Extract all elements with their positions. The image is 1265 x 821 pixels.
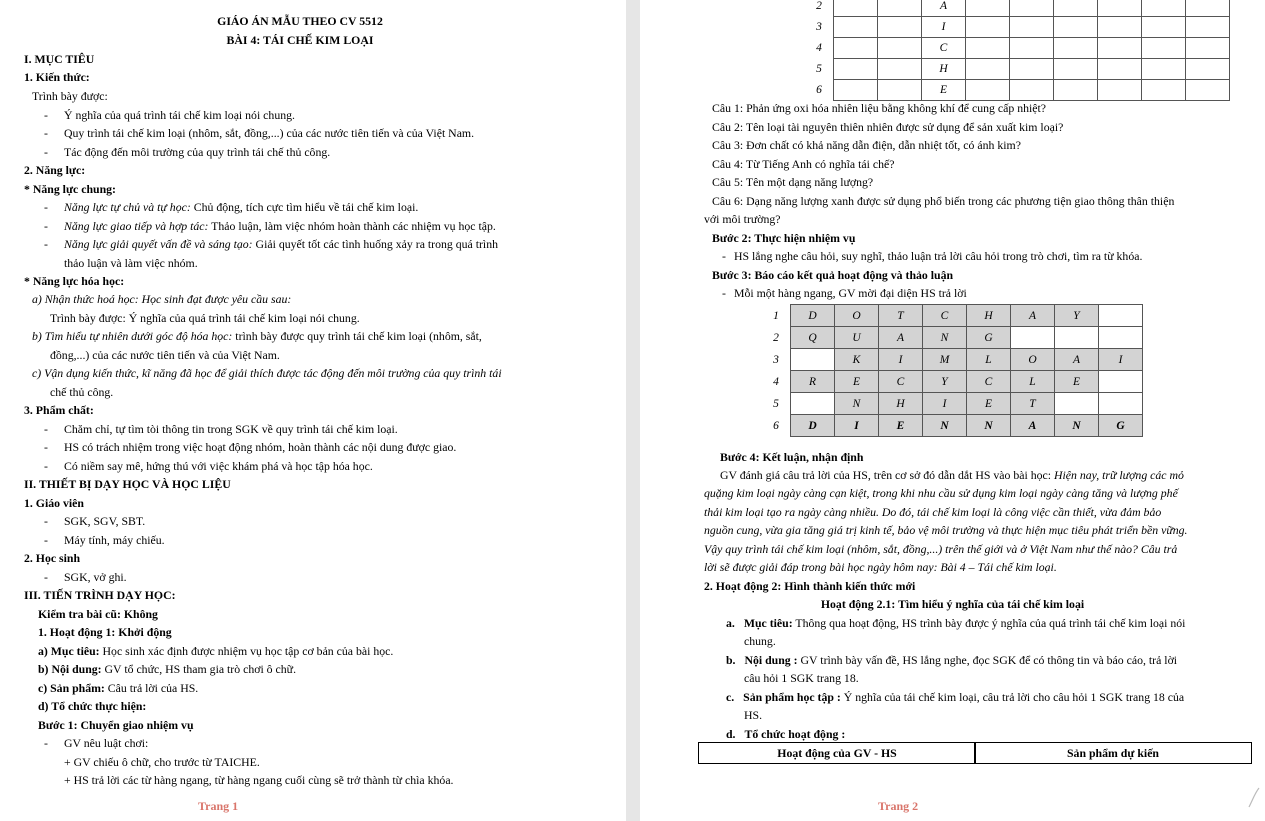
heading: * Năng lực chung:: [24, 182, 116, 196]
grid-cell: [1098, 38, 1142, 59]
table-header-label: Hoạt động của GV - HS: [777, 746, 897, 760]
question: với môi trường?: [704, 212, 781, 226]
grid-cell: [878, 80, 922, 101]
grid-cell: H: [879, 393, 923, 415]
grid-cell: [966, 59, 1010, 80]
row-number: 1: [773, 309, 779, 322]
bullet-item: - Ý nghĩa của quá trình tái chế kim loại nói chung.: [44, 108, 295, 122]
heading: Bước 3: Báo cáo kết quả hoạt động và thảo luận: [712, 268, 954, 282]
grid-cell: [1054, 80, 1098, 101]
grid-cell: U: [835, 327, 879, 349]
list-item: c. Sản phẩm học tập : Ý nghĩa của tái chế kim loại, câu trả lời cho câu hỏi 1 SGK trang 18 của: [726, 690, 1185, 704]
text-line: + HS trả lời các từ hàng ngang, từ hàng ngang cuối cùng sẽ trở thành từ chìa khóa.: [64, 773, 454, 787]
grid-row: [762, 349, 1143, 371]
grid-cell: [1054, 38, 1098, 59]
grid-cell: [966, 0, 1010, 17]
bullet-item: - HS lắng nghe câu hỏi, suy nghĩ, thảo luận trả lời câu hỏi trong trò chơi, tìm ra từ khóa.: [722, 249, 1143, 263]
grid-cell: C: [922, 38, 966, 59]
bullet-item: - GV nêu luật chơi:: [44, 736, 149, 750]
heading: 1. Kiến thức:: [24, 70, 90, 84]
grid-cell: L: [967, 349, 1011, 371]
page-2: [640, 0, 1265, 821]
heading: Bước 2: Thực hiện nhiệm vụ: [712, 231, 856, 245]
grid-cell: [878, 38, 922, 59]
text-line: a) Mục tiêu: Học sinh xác định được nhiệm vụ học tập cơ bản của bài học.: [38, 644, 394, 658]
heading: 1. Giáo viên: [24, 496, 84, 510]
grid-cell: [1010, 59, 1054, 80]
grid-row: [805, 80, 1230, 101]
crossword-grid-top: [805, 0, 1230, 101]
grid-cell: I: [922, 17, 966, 38]
text-line: c) Vận dụng kiến thức, kĩ năng đã học để giải thích được tác động đến môi trường của quy trình tái: [32, 366, 502, 380]
bullet-item: - Năng lực giao tiếp và hợp tác: Thảo luận, làm việc nhóm hoàn thành các nhiệm vụ học tập.: [44, 219, 496, 233]
grid-cell: [1010, 17, 1054, 38]
bullet-item: - Quy trình tái chế kim loại (nhôm, sắt, đồng,...) của các nước tiên tiến và của Việt Nam.: [44, 126, 475, 140]
heading: 1. Hoạt động 1: Khởi động: [38, 625, 172, 639]
grid-cell: [1098, 80, 1142, 101]
grid-cell: N: [923, 415, 967, 437]
grid-cell: [1054, 59, 1098, 80]
text-line: quặng kim loại ngày càng cạn kiệt, trong khi nhu cầu sử dụng kim loại ngày càng tăng và lượng phế: [704, 486, 1178, 500]
row-number: 2: [773, 331, 779, 344]
text-line: thảo luận và làm việc nhóm.: [64, 256, 198, 270]
grid-cell: E: [835, 371, 879, 393]
row-number: 4: [816, 42, 822, 54]
text-line: Trình bày được:: [32, 89, 108, 103]
grid-cell: H: [922, 59, 966, 80]
grid-cell: [791, 349, 835, 371]
question: Câu 2: Tên loại tài nguyên thiên nhiên được sử dụng để sản xuất kim loại?: [712, 120, 1064, 134]
heading: II. THIẾT BỊ DẠY HỌC VÀ HỌC LIỆU: [24, 477, 231, 491]
grid-cell: [1142, 80, 1186, 101]
grid-cell: I: [1099, 349, 1143, 371]
grid-cell: [1186, 59, 1230, 80]
grid-cell: [834, 17, 878, 38]
text-line: chế thủ công.: [50, 385, 114, 399]
grid-cell: N: [835, 393, 879, 415]
grid-cell: [1099, 305, 1143, 327]
text-line: nguồn cung, vừa gia tăng giá trị kinh tế, bảo vệ môi trường và thực hiện mục tiêu phát triển bền vững.: [704, 523, 1188, 537]
resize-grip-icon[interactable]: [1247, 787, 1261, 809]
page-number: Trang 2: [878, 799, 919, 813]
row-number: 5: [773, 397, 779, 410]
grid-cell: [834, 0, 878, 17]
grid-cell: I: [879, 349, 923, 371]
heading: Bước 4: Kết luận, nhận định: [720, 450, 864, 464]
question: Câu 4: Từ Tiếng Anh có nghĩa tái chế?: [712, 157, 895, 171]
grid-cell: [1098, 0, 1142, 17]
text-line: c) Sản phẩm: Câu trả lời của HS.: [38, 681, 199, 695]
grid-cell: [1099, 393, 1143, 415]
page-1: [0, 0, 626, 821]
bullet-item: - SGK, vở ghi.: [44, 570, 127, 584]
text-line: + GV chiếu ô chữ, cho trước từ TAICHE.: [64, 755, 260, 769]
row-number: 6: [773, 419, 779, 432]
grid-cell: E: [1055, 371, 1099, 393]
question: Câu 3: Đơn chất có khả năng dẫn điện, dẫn nhiệt tốt, có ánh kim?: [712, 138, 1021, 152]
grid-row: [805, 59, 1230, 80]
grid-cell: [1142, 17, 1186, 38]
text-line: Trình bày được: Ý nghĩa của quá trình tái chế kim loại nói chung.: [50, 311, 360, 325]
grid-cell: [966, 17, 1010, 38]
grid-cell: [1186, 0, 1230, 17]
heading: Hoạt động 2.1: Tìm hiểu ý nghĩa của tái chế kim loại: [820, 597, 1085, 611]
grid-cell: [1055, 327, 1099, 349]
grid-cell: [1142, 38, 1186, 59]
text-line: HS.: [744, 708, 763, 722]
text-line: b) Nội dung: GV tổ chức, HS tham gia trò chơi ô chữ.: [38, 662, 297, 676]
grid-cell: [1098, 17, 1142, 38]
grid-cell: A: [1011, 415, 1055, 437]
bullet-item: - SGK, SGV, SBT.: [44, 514, 146, 528]
grid-cell: [878, 59, 922, 80]
grid-cell: [1186, 80, 1230, 101]
grid-cell: D: [791, 305, 835, 327]
table-header-label: Sản phẩm dự kiến: [1067, 746, 1159, 760]
grid-cell: [878, 17, 922, 38]
grid-cell: D: [791, 415, 835, 437]
heading: * Năng lực hóa học:: [24, 274, 125, 288]
heading: 3. Phẩm chất:: [24, 403, 94, 417]
row-number: 5: [816, 63, 822, 75]
heading: Bước 1: Chuyển giao nhiệm vụ: [38, 718, 194, 732]
grid-cell: E: [879, 415, 923, 437]
grid-row: [762, 393, 1143, 415]
crossword-answer-grid: [762, 304, 1143, 437]
question: Câu 5: Tên một dạng năng lượng?: [712, 175, 874, 189]
grid-row: [762, 415, 1143, 437]
heading: d) Tổ chức thực hiện:: [38, 699, 147, 713]
bullet-item: - Mỗi một hàng ngang, GV mời đại diện HS trả lời: [722, 286, 967, 300]
text-line: thải kim loại tạo ra ngày càng nhiều. Do đó, tái chế kim loại là công việc cần thiết, vừa đảm bảo: [704, 505, 1162, 519]
grid-cell: [1142, 0, 1186, 17]
grid-row: [762, 327, 1143, 349]
grid-row: [805, 17, 1230, 38]
row-number: 6: [816, 84, 822, 96]
list-item: d. Tổ chức hoạt động :: [726, 727, 846, 741]
grid-cell: E: [967, 393, 1011, 415]
bullet-item: - Năng lực tự chủ và tự học: Chủ động, tích cực tìm hiểu về tái chế kim loại.: [44, 200, 419, 214]
grid-cell: I: [835, 415, 879, 437]
bullet-item: - Tác động đến môi trường của quy trình tái chế thủ công.: [44, 145, 331, 159]
grid-cell: T: [1011, 393, 1055, 415]
list-item: b. Nội dung : GV trình bày vấn đề, HS lắng nghe, đọc SGK để có thông tin và báo cáo, trả lời: [726, 653, 1178, 667]
grid-row: [805, 0, 1230, 17]
table-header-cell: [974, 742, 1252, 764]
grid-cell: [1011, 327, 1055, 349]
heading: I. MỤC TIÊU: [24, 52, 95, 66]
grid-cell: [834, 59, 878, 80]
heading: 2. Học sinh: [24, 551, 81, 565]
grid-cell: Y: [923, 371, 967, 393]
grid-cell: C: [923, 305, 967, 327]
grid-cell: I: [923, 393, 967, 415]
grid-cell: [966, 38, 1010, 59]
text-line: a) Nhận thức hoá học: Học sinh đạt được yêu cầu sau:: [32, 292, 292, 306]
grid-cell: N: [1055, 415, 1099, 437]
grid-cell: O: [835, 305, 879, 327]
text-line: Vậy quy trình tái chế kim loại (nhôm, sắt, đồng,...) trên thế giới và ở Việt Nam như thế nào? Câu trả: [704, 542, 1178, 556]
grid-cell: [1010, 80, 1054, 101]
question: Câu 6: Dạng năng lượng xanh được sử dụng phổ biến trong các phương tiện giao thông thân thiện: [712, 194, 1175, 208]
grid-cell: K: [835, 349, 879, 371]
grid-cell: A: [1011, 305, 1055, 327]
heading: III. TIẾN TRÌNH DẠY HỌC:: [24, 588, 176, 602]
grid-cell: [1142, 59, 1186, 80]
grid-cell: A: [922, 0, 966, 17]
grid-cell: Y: [1055, 305, 1099, 327]
grid-cell: [1055, 393, 1099, 415]
grid-cell: N: [923, 327, 967, 349]
grid-cell: T: [879, 305, 923, 327]
grid-cell: C: [967, 371, 1011, 393]
grid-cell: [1054, 0, 1098, 17]
heading: 2. Hoạt động 2: Hình thành kiến thức mới: [704, 579, 916, 593]
text-line: câu hỏi 1 SGK trang 18.: [744, 671, 859, 685]
grid-cell: [1186, 38, 1230, 59]
heading: 2. Năng lực:: [24, 163, 86, 177]
grid-cell: [1098, 59, 1142, 80]
grid-cell: G: [967, 327, 1011, 349]
grid-cell: [834, 38, 878, 59]
row-number: 4: [773, 375, 779, 388]
heading: Kiểm tra bài cũ: Không: [38, 607, 158, 621]
grid-cell: A: [1055, 349, 1099, 371]
grid-cell: R: [791, 371, 835, 393]
grid-cell: G: [1099, 415, 1143, 437]
grid-cell: [1054, 17, 1098, 38]
grid-cell: L: [1011, 371, 1055, 393]
bullet-item: - Năng lực giải quyết vấn đề và sáng tạo: Giải quyết tốt các tình huống xảy ra trong quá trình: [44, 237, 498, 251]
grid-cell: [1010, 38, 1054, 59]
bullet-item: - HS có trách nhiệm trong việc hoạt động nhóm, hoàn thành các nội dung được giao.: [44, 440, 457, 454]
grid-row: [805, 38, 1230, 59]
grid-cell: Q: [791, 327, 835, 349]
grid-cell: [1010, 0, 1054, 17]
row-number: 2: [816, 0, 822, 12]
bullet-item: - Máy tính, máy chiếu.: [44, 533, 165, 547]
grid-row: [762, 305, 1143, 327]
doc-title-2: BÀI 4: TÁI CHẾ KIM LOẠI: [226, 33, 374, 47]
table-header-cell: [698, 742, 976, 764]
grid-cell: [791, 393, 835, 415]
grid-cell: H: [967, 305, 1011, 327]
row-number: 3: [816, 21, 822, 33]
bullet-item: - Chăm chỉ, tự tìm tòi thông tin trong SGK về quy trình tái chế kim loại.: [44, 422, 398, 436]
list-item: a. Mục tiêu: Thông qua hoạt động, HS trình bày được ý nghĩa của quá trình tái chế kim loại nói: [726, 616, 1186, 630]
grid-cell: [966, 80, 1010, 101]
text-line: đồng,...) của các nước tiên tiến và của Việt Nam.: [50, 348, 280, 362]
doc-title-1: GIÁO ÁN MẪU THEO CV 5512: [217, 14, 383, 28]
grid-cell: E: [922, 80, 966, 101]
text-line: lời sẽ được giải đáp trong bài học ngày hôm nay: Bài 4 – Tái chế kim loại.: [704, 560, 1057, 574]
row-number: 3: [773, 353, 779, 366]
question: Câu 1: Phản ứng oxi hóa nhiên liệu bằng không khí để cung cấp nhiệt?: [712, 101, 1047, 115]
text-line: chung.: [744, 634, 776, 648]
text-line: GV đánh giá câu trả lời của HS, trên cơ sở đó dẫn dắt HS vào bài học: Hiện nay, trữ lượng các mỏ: [720, 468, 1184, 482]
grid-cell: [1186, 17, 1230, 38]
grid-cell: [834, 80, 878, 101]
grid-cell: [1099, 371, 1143, 393]
grid-cell: C: [879, 371, 923, 393]
text-line: b) Tìm hiểu tự nhiên dưới góc độ hóa học: trình bày được quy trình tái chế kim loại (nhôm, sắt,: [32, 329, 482, 343]
grid-cell: A: [879, 327, 923, 349]
bullet-item: - Có niềm say mê, hứng thú với việc khám phá và học tập hóa học.: [44, 459, 373, 473]
page-number: Trang 1: [198, 799, 239, 813]
grid-cell: M: [923, 349, 967, 371]
grid-cell: [878, 0, 922, 17]
grid-row: [762, 371, 1143, 393]
grid-cell: O: [1011, 349, 1055, 371]
grid-cell: [1099, 327, 1143, 349]
grid-cell: N: [967, 415, 1011, 437]
